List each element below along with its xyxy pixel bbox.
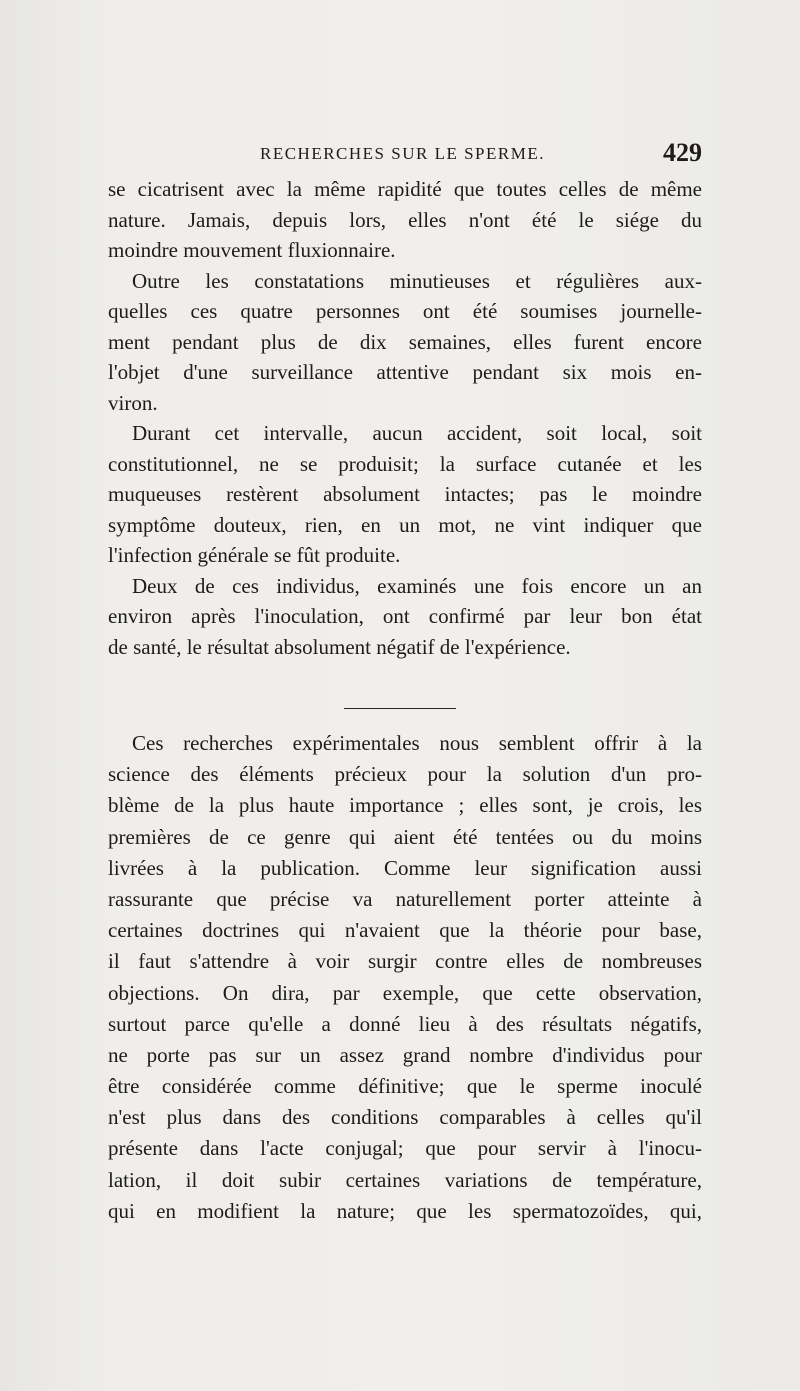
page-number: 429: [663, 138, 702, 167]
text-line: de santé, le résultat absolument négatif de l'expérience.: [108, 634, 571, 659]
text-line: se cicatrisent avec la même rapidité que toutes celles de même: [108, 177, 702, 201]
text-line: l'objet d'une surveillance attentive pendant six mois en-: [108, 360, 702, 384]
text-line: ment pendant plus de dix semaines, elles furent encore: [108, 329, 702, 354]
text-line: qui en modifient la nature; que les spermatozoïdes, qui,: [108, 1198, 702, 1223]
text-line: lation, il doit subir certaines variations de température,: [108, 1167, 702, 1192]
section-1-paragraphs: [108, 174, 702, 662]
text-line: viron.: [108, 390, 158, 415]
text-line: présente dans l'acte conjugal; que pour servir à l'inocu-: [108, 1136, 702, 1161]
text-line: rassurante que précise va naturellement porter atteinte à: [108, 886, 702, 911]
text-line: science des éléments précieux pour la solution d'un pro-: [108, 762, 702, 787]
section-divider: [344, 708, 456, 709]
text-line: quelles ces quatre personnes ont été soumises journelle-: [108, 299, 702, 323]
text-line: certaines doctrines qui n'avaient que la théorie pour base,: [108, 918, 702, 943]
text-line: symptôme douteux, rien, en un mot, ne vint indiquer que: [108, 512, 702, 537]
text-line: il faut s'attendre à voir surgir contre elles de nombreuses: [108, 949, 702, 974]
text-line: Outre les constatations minutieuses et régulières aux-: [132, 268, 702, 293]
text-line: muqueuses restèrent absolument intactes; pas le moindre: [108, 482, 702, 506]
text-line: surtout parce qu'elle a donné lieu à des résultats négatifs,: [108, 1011, 702, 1036]
text-line: moindre mouvement fluxionnaire.: [108, 238, 396, 262]
text-line: objections. On dira, par exemple, que cette observation,: [108, 980, 702, 1005]
section-2-paragraphs: [108, 728, 702, 1227]
text-line: Deux de ces individus, examinés une fois encore un an: [132, 573, 702, 598]
text-line: environ après l'inoculation, ont confirmé par leur bon état: [108, 604, 702, 628]
text-line: être considérée comme définitive; que le sperme inoculé: [108, 1074, 702, 1099]
text-line: constitutionnel, ne se produisit; la surface cutanée et les: [108, 451, 702, 476]
text-line: nature. Jamais, depuis lors, elles n'ont été le siége du: [108, 207, 702, 232]
text-line: blème de la plus haute importance ; elles sont, je crois, les: [108, 793, 702, 818]
text-line: Ces recherches expérimentales nous semblent offrir à la: [132, 731, 702, 755]
text-line: n'est plus dans des conditions comparables à celles qu'il: [108, 1105, 702, 1130]
text-line: Durant cet intervalle, aucun accident, soit local, soit: [132, 421, 702, 445]
text-line: ne porte pas sur un assez grand nombre d'individus pour: [108, 1042, 702, 1067]
running-head: [108, 140, 702, 170]
running-head-title: RECHERCHES SUR LE SPERME.: [260, 144, 545, 163]
text-line: l'infection générale se fût produite.: [108, 543, 401, 567]
text-line: livrées à la publication. Comme leur signification aussi: [108, 855, 702, 880]
text-line: premières de ce genre qui aient été tentées ou du moins: [108, 824, 702, 849]
